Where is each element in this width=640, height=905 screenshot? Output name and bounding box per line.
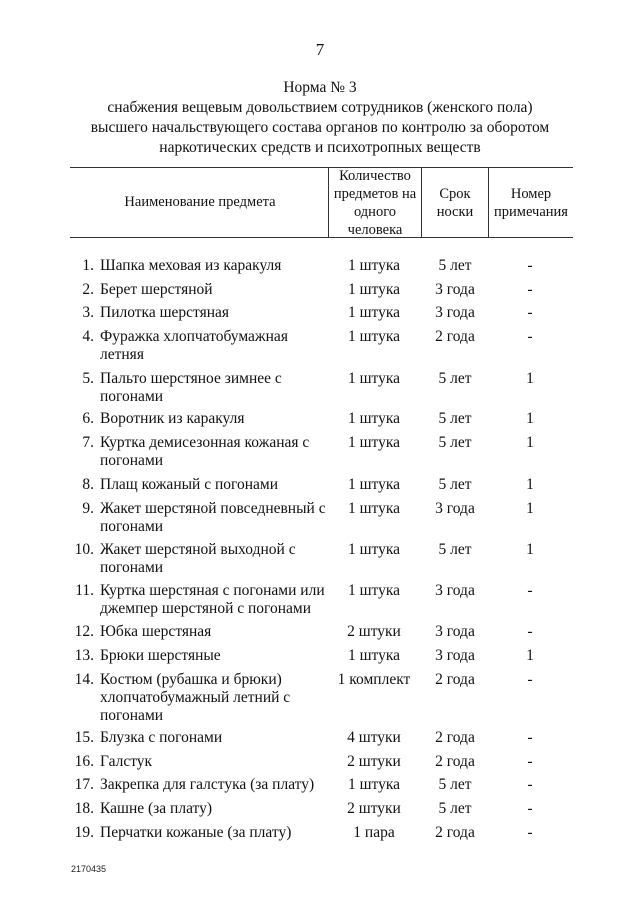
item-quantity: 1 штука: [347, 647, 401, 664]
header-term-line: Срок: [439, 186, 471, 202]
item-note-number: 1: [526, 647, 534, 664]
item-note-number: -: [527, 776, 533, 793]
item-term: 3 года: [435, 304, 475, 321]
row-number: 7.: [82, 434, 94, 451]
row-number: 19.: [74, 824, 94, 841]
item-quantity: 1 штука: [347, 541, 401, 558]
item-name-line: Воротник из каракуля: [100, 410, 245, 427]
row-number: 3.: [82, 304, 94, 321]
item-term: 5 лет: [438, 370, 472, 387]
item-note-number: 1: [526, 476, 534, 493]
item-note-number: -: [527, 671, 533, 688]
item-name: [100, 729, 332, 747]
item-note-number: -: [527, 824, 533, 841]
item-term: 5 лет: [438, 257, 472, 274]
item-name-line: Куртка демисезонная кожаная с: [100, 434, 310, 451]
item-name-line: погонами: [100, 707, 164, 724]
row-number: 2.: [82, 281, 94, 298]
item-name-line: Юбка шерстяная: [100, 623, 212, 640]
item-term: 5 лет: [438, 776, 472, 793]
page-number: 7: [315, 40, 325, 59]
item-name-line: Шапка меховая из каракуля: [100, 257, 282, 274]
item-name-line: Блузка с погонами: [100, 729, 223, 746]
item-note-number: 1: [526, 434, 534, 451]
item-quantity: 1 штука: [347, 304, 401, 321]
item-quantity: 1 пара: [353, 824, 395, 841]
item-name-line: погонами: [100, 518, 164, 535]
document-code: 2170435: [71, 864, 107, 874]
item-name: [100, 281, 332, 299]
item-term: 5 лет: [438, 476, 472, 493]
item-quantity: 2 штуки: [347, 753, 401, 770]
title-line-2: снабжения вещевым довольствием сотрудников (женского пола): [107, 99, 533, 116]
item-note-number: 1: [526, 500, 534, 517]
item-name-line: Галстук: [100, 753, 153, 770]
item-name-line: Костюм (рубашка и брюки): [100, 671, 282, 688]
item-note-number: -: [527, 582, 533, 599]
item-name: [100, 434, 332, 470]
item-name-line: погонами: [100, 559, 164, 576]
header-note-line: Номер: [510, 186, 552, 202]
item-term: 3 года: [435, 281, 475, 298]
item-name-line: Закрепка для галстука (за плату): [100, 776, 315, 793]
row-number: 12.: [74, 623, 94, 640]
row-number: 8.: [82, 476, 94, 493]
item-term: 2 года: [435, 671, 475, 688]
item-name: [100, 582, 332, 618]
item-quantity: 1 штука: [347, 582, 401, 599]
item-note-number: 1: [526, 410, 534, 427]
item-name: [100, 753, 332, 771]
item-name-line: Пилотка шерстяная: [100, 304, 230, 321]
item-name: [100, 500, 332, 536]
item-note-number: 1: [526, 541, 534, 558]
item-name-line: хлопчатобумажный летний с: [100, 689, 291, 706]
item-note-number: -: [527, 257, 533, 274]
row-number: 4.: [82, 328, 94, 345]
item-note-number: -: [527, 304, 533, 321]
row-number: 16.: [74, 753, 94, 770]
item-name-line: летняя: [100, 346, 144, 363]
item-note-number: 1: [526, 370, 534, 387]
item-name: [100, 800, 332, 818]
title-norm-number: Норма № 3: [283, 79, 357, 96]
item-note-number: -: [527, 753, 533, 770]
item-quantity: 1 штука: [347, 281, 401, 298]
item-term: 5 лет: [438, 434, 472, 451]
row-number: 15.: [74, 729, 94, 746]
item-note-number: -: [527, 800, 533, 817]
row-number: 13.: [74, 647, 94, 664]
item-quantity: 1 штука: [347, 434, 401, 451]
item-name-line: погонами: [100, 388, 164, 405]
row-number: 18.: [74, 800, 94, 817]
row-number: 6.: [82, 410, 94, 427]
header-quantity-line: одного: [353, 204, 397, 220]
item-quantity: 1 штука: [347, 476, 401, 493]
row-number: 11.: [75, 582, 94, 599]
item-name: [100, 541, 332, 577]
title-line-3: высшего начальствующего состава органов по контролю за оборотом: [90, 119, 550, 136]
item-term: 5 лет: [438, 800, 472, 817]
item-name: [100, 410, 332, 428]
item-name: [100, 671, 332, 725]
item-term: 3 года: [435, 623, 475, 640]
item-name: [100, 370, 332, 406]
item-name: [100, 304, 332, 322]
item-name-line: Плащ кожаный с погонами: [100, 476, 278, 493]
row-number: 5.: [82, 370, 94, 387]
item-name-line: Брюки шерстяные: [100, 647, 221, 664]
item-quantity: 2 штуки: [347, 623, 401, 640]
item-note-number: -: [527, 729, 533, 746]
item-name-line: Пальто шерстяное зимнее с: [100, 370, 282, 387]
header-term-line: носки: [436, 204, 474, 220]
item-term: 5 лет: [438, 410, 472, 427]
item-term: 3 года: [435, 500, 475, 517]
item-term: 2 года: [435, 729, 475, 746]
item-name: [100, 623, 332, 641]
header-note-line: примечания: [494, 204, 568, 220]
item-quantity: 4 штуки: [347, 729, 401, 746]
header-quantity-line: Количество: [339, 168, 411, 184]
item-name-line: Жакет шерстяной повседневный с: [100, 500, 326, 517]
item-quantity: 1 комплект: [337, 671, 411, 688]
item-name-line: Фуражка хлопчатобумажная: [100, 328, 288, 345]
item-quantity: 1 штука: [347, 500, 401, 517]
item-quantity: 1 штука: [347, 257, 401, 274]
item-quantity: 1 штука: [347, 776, 401, 793]
row-number: 17.: [74, 776, 94, 793]
row-number: 9.: [82, 500, 94, 517]
row-number: 10.: [74, 541, 94, 558]
item-term: 3 года: [435, 647, 475, 664]
item-term: 3 года: [435, 582, 475, 599]
item-term: 2 года: [435, 328, 475, 345]
item-name: [100, 647, 332, 665]
item-name-line: Берет шерстяной: [100, 281, 213, 298]
item-name-line: Жакет шерстяной выходной с: [100, 541, 296, 558]
item-quantity: 2 штуки: [347, 800, 401, 817]
item-name-line: джемпер шерстяной с погонами: [100, 600, 312, 617]
item-name: [100, 776, 332, 794]
item-quantity: 1 штука: [347, 370, 401, 387]
header-quantity-line: человека: [347, 222, 403, 238]
item-name: [100, 824, 332, 842]
item-name: [100, 476, 332, 494]
item-name-line: Куртка шерстяная с погонами или: [100, 582, 325, 599]
item-term: 2 года: [435, 753, 475, 770]
item-name-line: погонами: [100, 452, 164, 469]
item-note-number: -: [527, 328, 533, 345]
item-term: 5 лет: [438, 541, 472, 558]
item-quantity: 1 штука: [347, 410, 401, 427]
header-item-name-text: Наименование предмета: [124, 194, 276, 210]
item-note-number: -: [527, 623, 533, 640]
item-name: [100, 328, 332, 364]
item-quantity: 1 штука: [347, 328, 401, 345]
item-name-line: Кашне (за плату): [100, 800, 213, 817]
item-name-line: Перчатки кожаные (за плату): [100, 824, 292, 841]
row-number: 14.: [74, 671, 94, 688]
title-line-4: наркотических средств и психотропных веществ: [159, 139, 481, 156]
item-term: 2 года: [435, 824, 475, 841]
item-note-number: -: [527, 281, 533, 298]
header-quantity-line: предметов на: [333, 186, 417, 202]
item-name: [100, 257, 332, 275]
row-number: 1.: [82, 257, 94, 274]
